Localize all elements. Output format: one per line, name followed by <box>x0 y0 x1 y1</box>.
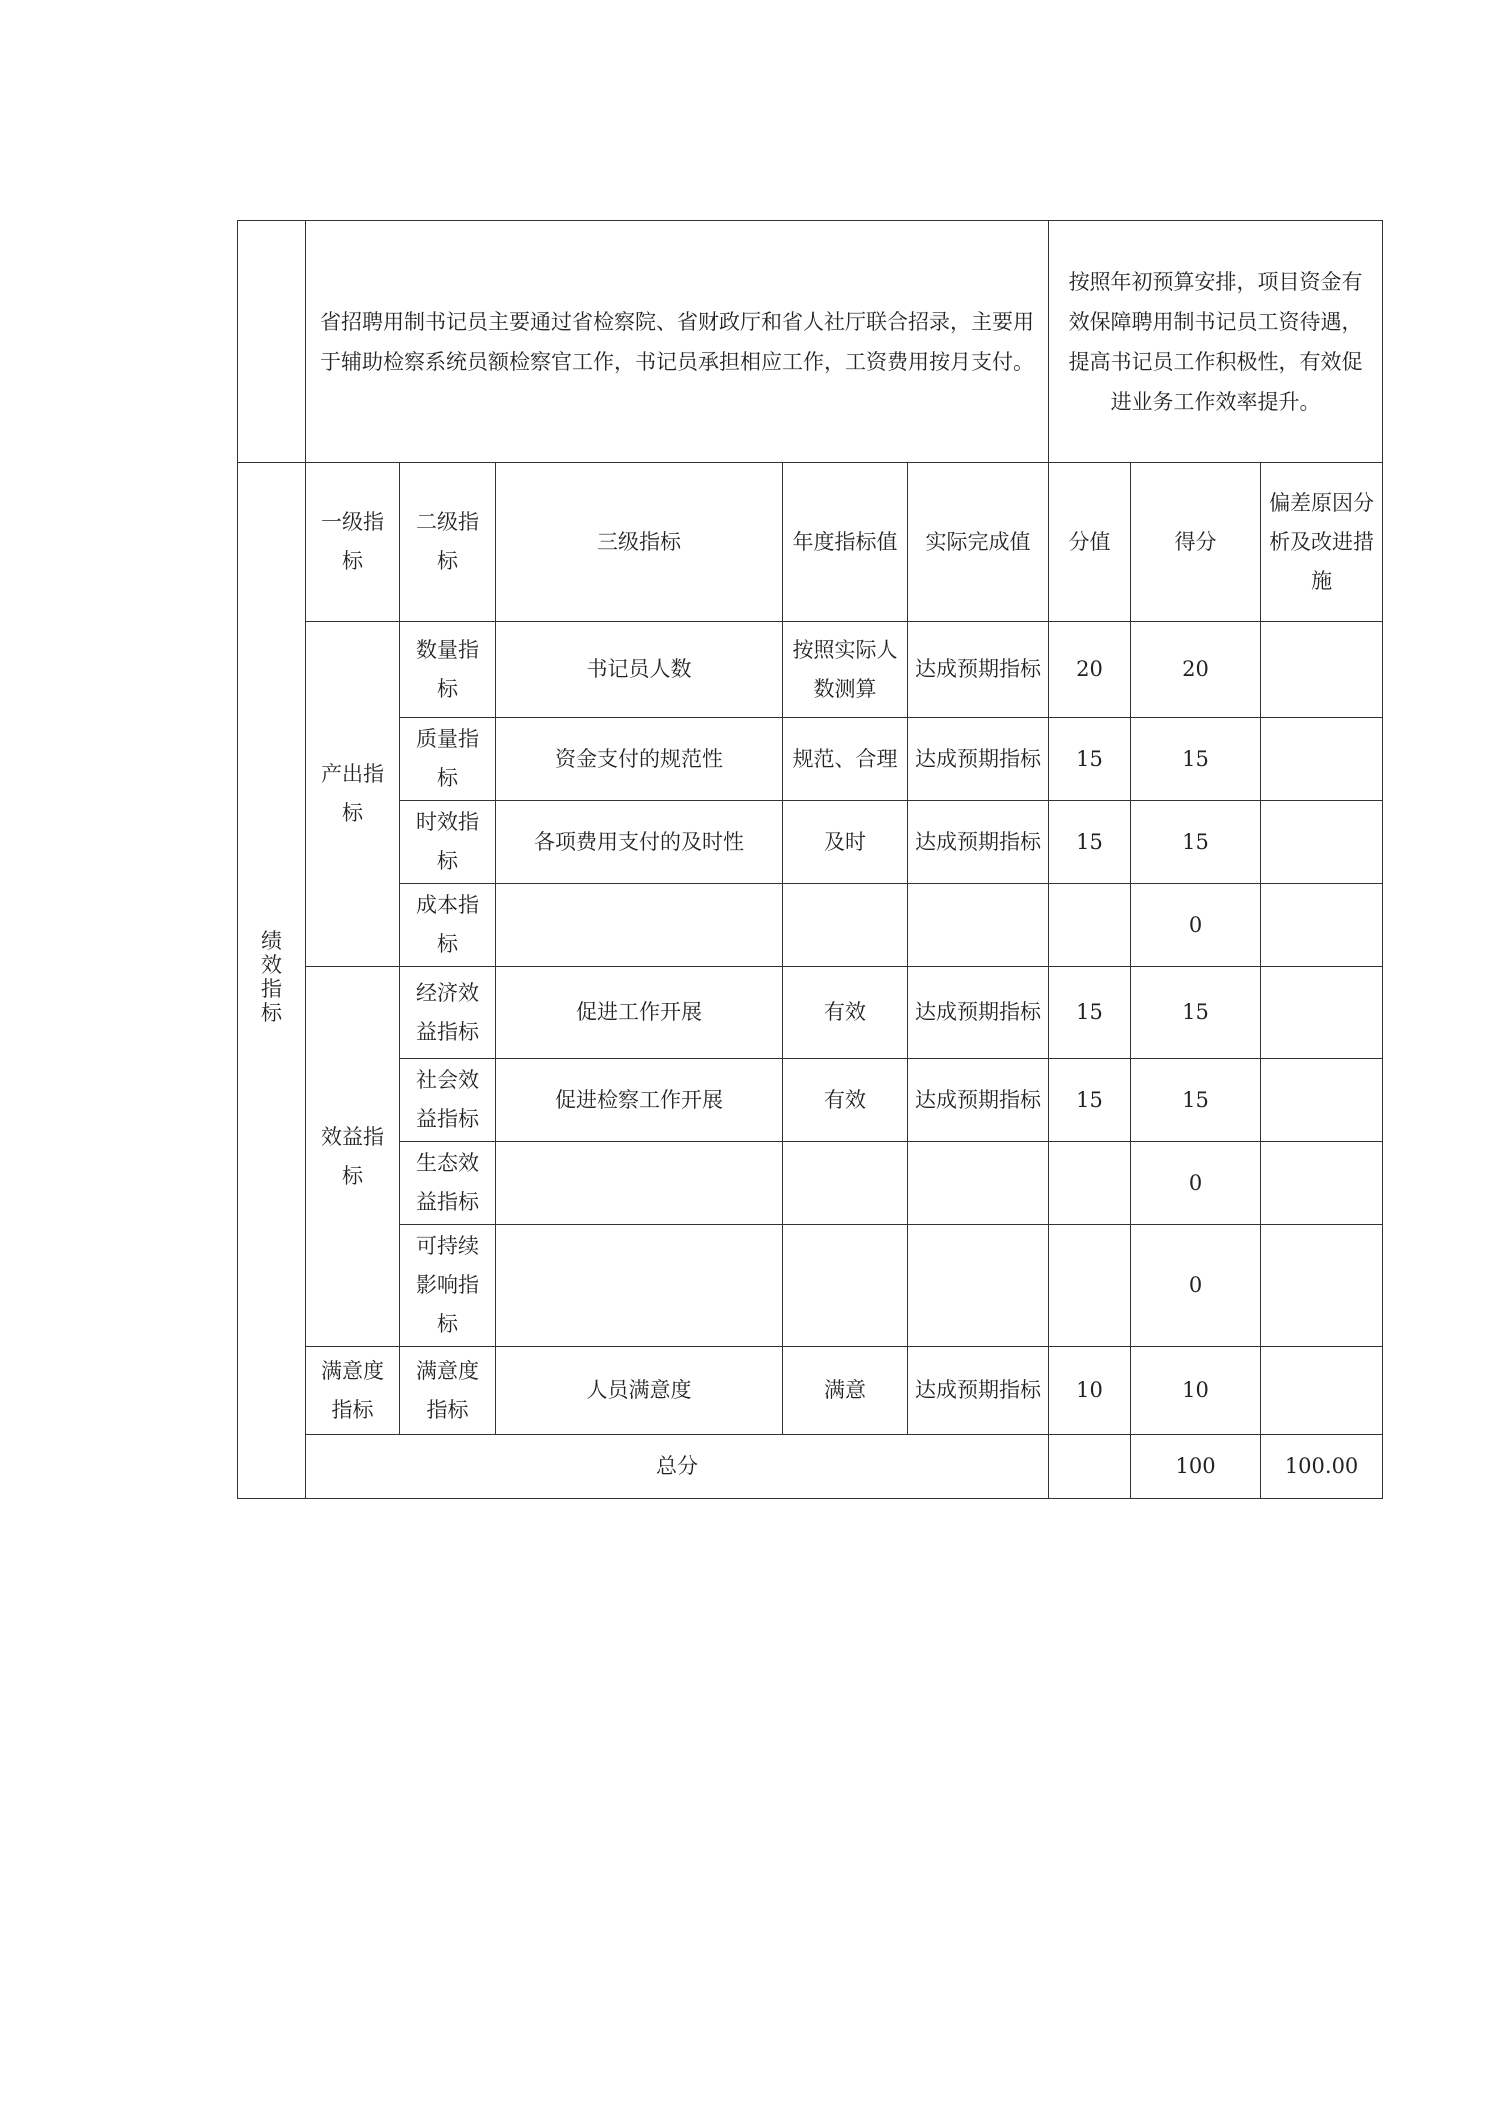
row-score: 20 <box>1131 622 1261 718</box>
row-target: 有效 <box>783 1059 908 1142</box>
row-actual <box>908 1142 1049 1225</box>
table-row <box>238 622 1383 718</box>
row-level3 <box>496 1142 783 1225</box>
row-level2: 时效指标 <box>400 801 496 884</box>
header-score-value: 分值 <box>1049 463 1131 622</box>
row-target <box>783 884 908 967</box>
row-deviation <box>1261 1347 1383 1435</box>
row-target: 满意 <box>783 1347 908 1435</box>
row-deviation <box>1261 884 1383 967</box>
row-level2: 满意度指标 <box>400 1347 496 1435</box>
row-level3 <box>496 1225 783 1347</box>
row-level3: 资金支付的规范性 <box>496 718 783 801</box>
table-row <box>238 1059 1383 1142</box>
row-deviation <box>1261 801 1383 884</box>
row-actual: 达成预期指标 <box>908 967 1049 1059</box>
row-target: 规范、合理 <box>783 718 908 801</box>
row-score: 15 <box>1131 801 1261 884</box>
row-score: 10 <box>1131 1347 1261 1435</box>
row-level2: 经济效益指标 <box>400 967 496 1059</box>
row-level3: 书记员人数 <box>496 622 783 718</box>
group-satisfaction: 满意度指标 <box>306 1347 400 1435</box>
section-label: 绩效指标 <box>261 928 282 1025</box>
row-value <box>1049 1142 1131 1225</box>
goal-completion-description: 按照年初预算安排，项目资金有效保障聘用制书记员工资待遇，提高书记员工作积极性，有效促进业务工作效率提升。 <box>1049 221 1383 463</box>
row-deviation <box>1261 967 1383 1059</box>
header-row <box>238 463 1383 622</box>
total-row <box>238 1435 1383 1499</box>
row-level2: 成本指标 <box>400 884 496 967</box>
row-target: 及时 <box>783 801 908 884</box>
total-actual <box>1049 1435 1131 1499</box>
row-score: 0 <box>1131 1225 1261 1347</box>
header-actual: 实际完成值 <box>908 463 1049 622</box>
row-score: 15 <box>1131 1059 1261 1142</box>
total-value: 100 <box>1131 1435 1261 1499</box>
header-level1: 一级指标 <box>306 463 400 622</box>
row-actual: 达成预期指标 <box>908 718 1049 801</box>
header-score: 得分 <box>1131 463 1261 622</box>
row-value <box>1049 1225 1131 1347</box>
row-actual: 达成预期指标 <box>908 622 1049 718</box>
row-target: 按照实际人数测算 <box>783 622 908 718</box>
row-actual: 达成预期指标 <box>908 801 1049 884</box>
row-level2: 生态效益指标 <box>400 1142 496 1225</box>
row-value <box>1049 884 1131 967</box>
row-score: 15 <box>1131 718 1261 801</box>
row-actual: 达成预期指标 <box>908 1347 1049 1435</box>
row-deviation <box>1261 1142 1383 1225</box>
row-value: 15 <box>1049 1059 1131 1142</box>
row-level3: 人员满意度 <box>496 1347 783 1435</box>
row-value: 15 <box>1049 801 1131 884</box>
group-benefit: 效益指标 <box>306 967 400 1347</box>
row-value: 15 <box>1049 967 1131 1059</box>
row-level2: 社会效益指标 <box>400 1059 496 1142</box>
row-level3 <box>496 884 783 967</box>
row-value: 20 <box>1049 622 1131 718</box>
row-level3: 各项费用支付的及时性 <box>496 801 783 884</box>
header-level3: 三级指标 <box>496 463 783 622</box>
table-row <box>238 1347 1383 1435</box>
group-output: 产出指标 <box>306 622 400 967</box>
table-row <box>238 884 1383 967</box>
total-label: 总分 <box>306 1435 1049 1499</box>
total-score: 100.00 <box>1261 1435 1383 1499</box>
row-level3: 促进工作开展 <box>496 967 783 1059</box>
row-deviation <box>1261 622 1383 718</box>
table-row <box>238 1142 1383 1225</box>
row-level2: 数量指标 <box>400 622 496 718</box>
row-deviation <box>1261 1225 1383 1347</box>
performance-table <box>237 220 1383 1499</box>
header-annual-target: 年度指标值 <box>783 463 908 622</box>
row-actual <box>908 884 1049 967</box>
section-label-cell <box>238 463 306 1499</box>
header-level2: 二级指标 <box>400 463 496 622</box>
row-score: 0 <box>1131 884 1261 967</box>
row-value: 15 <box>1049 718 1131 801</box>
implementation-description: 省招聘用制书记员主要通过省检察院、省财政厅和省人社厅联合招录，主要用于辅助检察系统员额检察官工作，书记员承担相应工作，工资费用按月支付。 <box>306 221 1049 463</box>
row-score: 15 <box>1131 967 1261 1059</box>
row-target <box>783 1142 908 1225</box>
row-value: 10 <box>1049 1347 1131 1435</box>
row-level3: 促进检察工作开展 <box>496 1059 783 1142</box>
description-side-cell <box>238 221 306 463</box>
description-row <box>238 221 1383 463</box>
table-row <box>238 801 1383 884</box>
row-deviation <box>1261 718 1383 801</box>
header-deviation: 偏差原因分析及改进措施 <box>1261 463 1383 622</box>
table-row <box>238 967 1383 1059</box>
row-actual <box>908 1225 1049 1347</box>
row-actual: 达成预期指标 <box>908 1059 1049 1142</box>
table-row <box>238 1225 1383 1347</box>
row-level2: 可持续影响指标 <box>400 1225 496 1347</box>
table-row <box>238 718 1383 801</box>
row-score: 0 <box>1131 1142 1261 1225</box>
row-deviation <box>1261 1059 1383 1142</box>
row-level2: 质量指标 <box>400 718 496 801</box>
row-target <box>783 1225 908 1347</box>
row-target: 有效 <box>783 967 908 1059</box>
